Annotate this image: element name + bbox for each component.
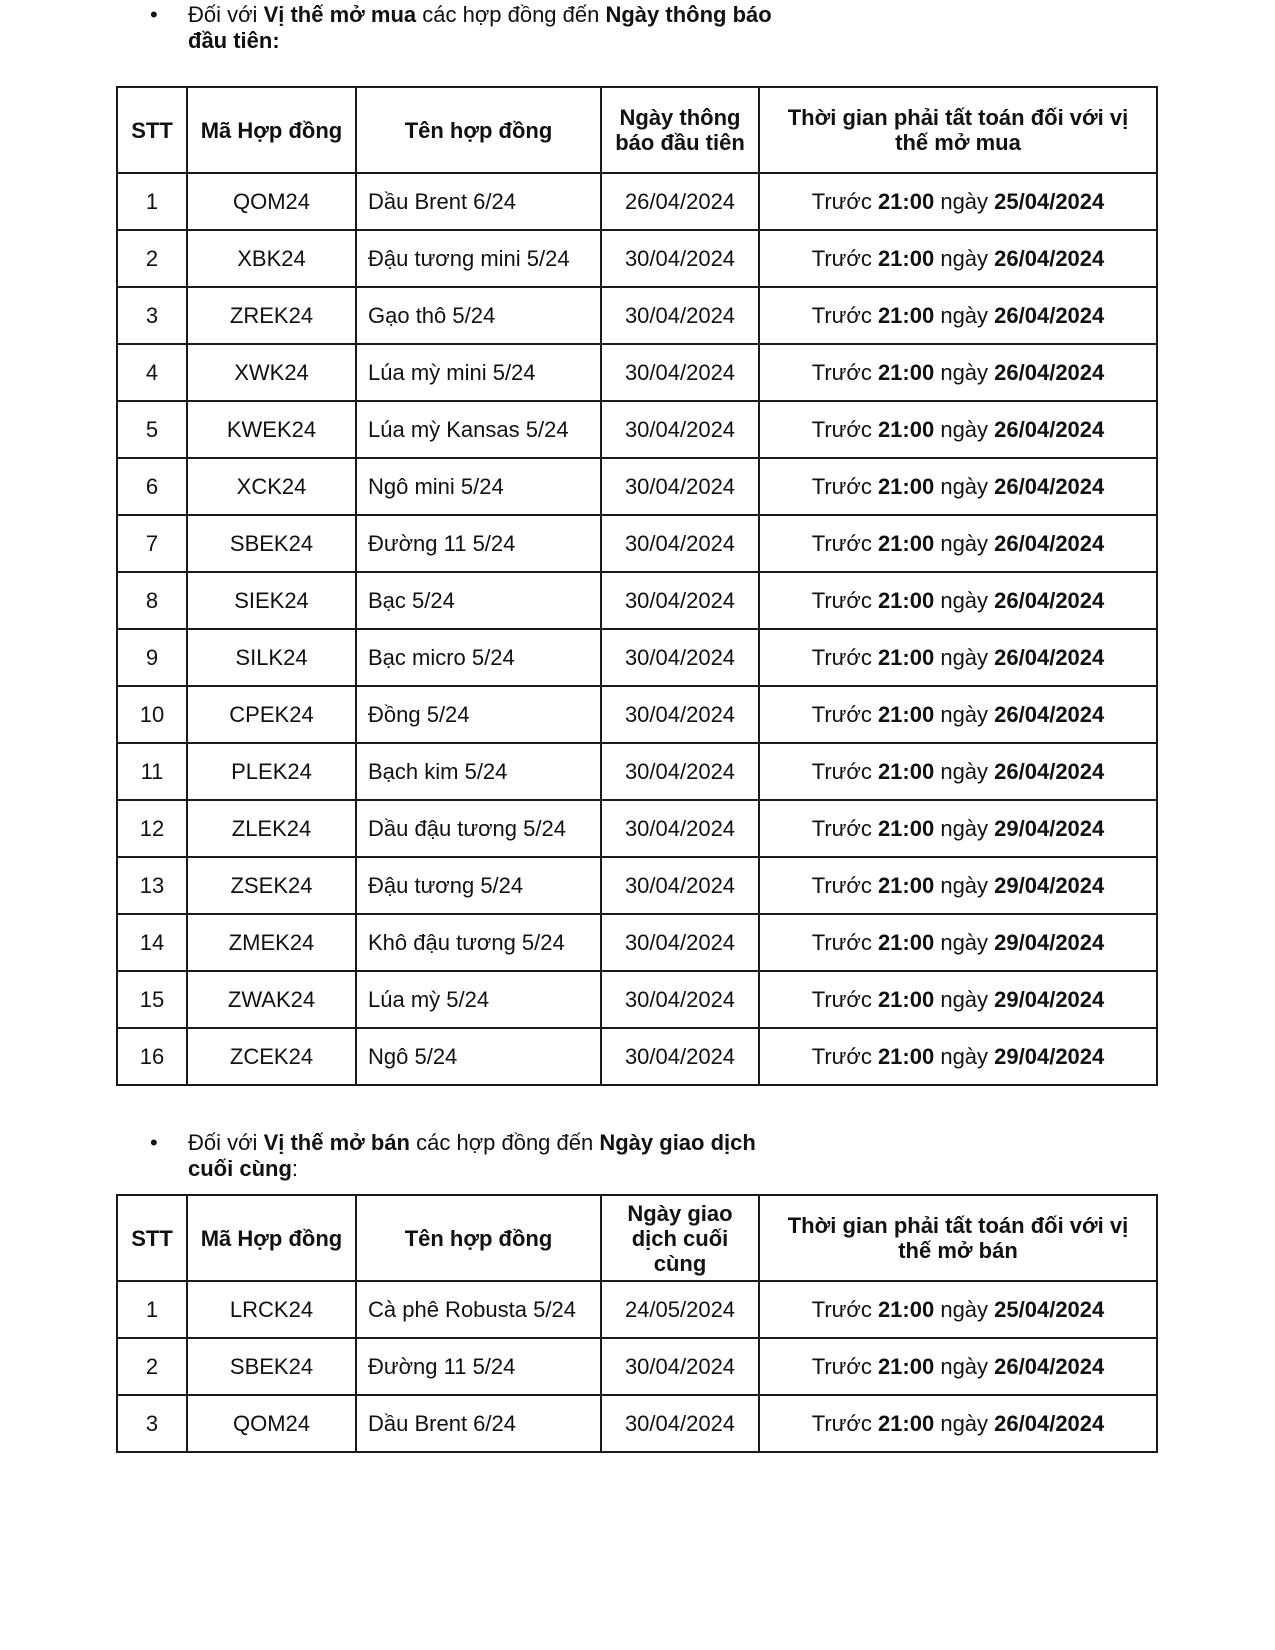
header-contract-name: Tên hợp đồng	[356, 87, 601, 173]
bullet-bold-text: Vị thế mở mua	[263, 2, 417, 27]
cell-date: 30/04/2024	[601, 857, 759, 914]
cell-settlement-time	[759, 1395, 1157, 1452]
cell-settlement-time	[759, 971, 1157, 1028]
settlement-time: 21:00	[877, 473, 935, 499]
cell-contract-name: Đồng 5/24	[356, 686, 601, 743]
cell-contract-code: ZWAK24	[187, 971, 356, 1028]
cell-date: 30/04/2024	[601, 230, 759, 287]
table-row	[117, 914, 1157, 971]
table-row	[117, 1281, 1157, 1338]
settlement-date: 26/04/2024	[994, 758, 1105, 784]
cell-contract-code: SBEK24	[187, 1338, 356, 1395]
bullet-text: :	[291, 1156, 299, 1181]
settlement-time: 21:00	[877, 644, 935, 670]
table-header-row	[117, 87, 1157, 173]
settlement-mid: ngày	[934, 1410, 995, 1436]
cell-stt: 1	[117, 173, 187, 230]
cell-contract-code: KWEK24	[187, 401, 356, 458]
table-row	[117, 401, 1157, 458]
cell-contract-code: LRCK24	[187, 1281, 356, 1338]
settlement-time: 21:00	[877, 929, 935, 955]
cell-contract-code: XCK24	[187, 458, 356, 515]
settlement-prefix: Trước	[811, 359, 878, 385]
cell-stt: 3	[117, 1395, 187, 1452]
settlement-date: 26/04/2024	[994, 1410, 1105, 1436]
cell-stt: 6	[117, 458, 187, 515]
cell-stt: 8	[117, 572, 187, 629]
cell-date: 30/04/2024	[601, 971, 759, 1028]
cell-settlement-time	[759, 344, 1157, 401]
cell-contract-code: SBEK24	[187, 515, 356, 572]
settlement-time: 21:00	[877, 245, 935, 271]
cell-contract-name: Dầu đậu tương 5/24	[356, 800, 601, 857]
settlement-time: 21:00	[877, 701, 935, 727]
settlement-date: 29/04/2024	[994, 986, 1105, 1012]
bullet-text: Đối với	[188, 1130, 264, 1155]
cell-date: 30/04/2024	[601, 287, 759, 344]
cell-contract-code: PLEK24	[187, 743, 356, 800]
settlement-mid: ngày	[934, 758, 995, 784]
cell-date: 30/04/2024	[601, 800, 759, 857]
header-contract-name: Tên hợp đồng	[356, 1195, 601, 1281]
settlement-mid: ngày	[934, 188, 995, 214]
table-row	[117, 515, 1157, 572]
cell-date: 30/04/2024	[601, 914, 759, 971]
cell-settlement-time	[759, 1281, 1157, 1338]
bullet-bold-text: Ngày giao dịch cuối cùng	[188, 1130, 756, 1181]
bullet-dot: •	[150, 2, 158, 27]
short-positions-body	[117, 1281, 1157, 1452]
cell-contract-name: Đậu tương mini 5/24	[356, 230, 601, 287]
settlement-time: 21:00	[877, 302, 935, 328]
bullet-bold-text: Vị thế mở bán	[263, 1130, 410, 1155]
settlement-time: 21:00	[877, 359, 935, 385]
settlement-prefix: Trước	[811, 1043, 878, 1069]
cell-date: 30/04/2024	[601, 344, 759, 401]
settlement-prefix: Trước	[811, 701, 878, 727]
cell-settlement-time	[759, 1338, 1157, 1395]
settlement-mid: ngày	[934, 872, 995, 898]
cell-stt: 11	[117, 743, 187, 800]
bullet-long-positions	[150, 2, 788, 54]
settlement-mid: ngày	[934, 587, 995, 613]
settlement-prefix: Trước	[811, 758, 878, 784]
header-settlement-time: Thời gian phải tất toán đối với vị thế mở mua	[759, 87, 1157, 173]
settlement-prefix: Trước	[811, 587, 878, 613]
settlement-prefix: Trước	[811, 188, 878, 214]
settlement-prefix: Trước	[811, 872, 878, 898]
settlement-date: 29/04/2024	[994, 815, 1105, 841]
settlement-date: 29/04/2024	[994, 872, 1105, 898]
settlement-mid: ngày	[934, 302, 995, 328]
cell-stt: 14	[117, 914, 187, 971]
cell-settlement-time	[759, 287, 1157, 344]
cell-stt: 13	[117, 857, 187, 914]
cell-settlement-time	[759, 401, 1157, 458]
table-row	[117, 1338, 1157, 1395]
settlement-prefix: Trước	[811, 416, 878, 442]
cell-date: 30/04/2024	[601, 1028, 759, 1085]
settlement-time: 21:00	[877, 1410, 935, 1436]
cell-contract-name: Đường 11 5/24	[356, 515, 601, 572]
table-row	[117, 1028, 1157, 1085]
cell-contract-code: ZCEK24	[187, 1028, 356, 1085]
settlement-date: 26/04/2024	[994, 530, 1105, 556]
header-stt: STT	[117, 87, 187, 173]
settlement-date: 26/04/2024	[994, 302, 1105, 328]
settlement-time: 21:00	[877, 587, 935, 613]
table-row	[117, 173, 1157, 230]
cell-contract-name: Dầu Brent 6/24	[356, 173, 601, 230]
cell-contract-name: Ngô 5/24	[356, 1028, 601, 1085]
settlement-time: 21:00	[877, 815, 935, 841]
table-row	[117, 287, 1157, 344]
cell-date: 30/04/2024	[601, 686, 759, 743]
cell-date: 30/04/2024	[601, 458, 759, 515]
cell-date: 30/04/2024	[601, 743, 759, 800]
settlement-date: 25/04/2024	[994, 188, 1105, 214]
table-row	[117, 458, 1157, 515]
cell-contract-name: Lúa mỳ Kansas 5/24	[356, 401, 601, 458]
bullet-text: các hợp đồng đến	[416, 2, 606, 27]
table-row	[117, 857, 1157, 914]
cell-contract-code: ZSEK24	[187, 857, 356, 914]
settlement-date: 26/04/2024	[994, 359, 1105, 385]
cell-contract-code: ZMEK24	[187, 914, 356, 971]
cell-contract-name: Dầu Brent 6/24	[356, 1395, 601, 1452]
short-positions-table	[116, 1194, 1158, 1453]
cell-settlement-time	[759, 572, 1157, 629]
cell-settlement-time	[759, 743, 1157, 800]
cell-stt: 12	[117, 800, 187, 857]
cell-settlement-time	[759, 914, 1157, 971]
cell-date: 24/05/2024	[601, 1281, 759, 1338]
cell-contract-name: Khô đậu tương 5/24	[356, 914, 601, 971]
header-stt: STT	[117, 1195, 187, 1281]
settlement-mid: ngày	[934, 1296, 995, 1322]
settlement-date: 26/04/2024	[994, 416, 1105, 442]
settlement-date: 25/04/2024	[994, 1296, 1105, 1322]
cell-settlement-time	[759, 458, 1157, 515]
settlement-time: 21:00	[877, 986, 935, 1012]
cell-contract-code: SILK24	[187, 629, 356, 686]
table-row	[117, 1395, 1157, 1452]
cell-contract-name: Bạc micro 5/24	[356, 629, 601, 686]
cell-date: 30/04/2024	[601, 1395, 759, 1452]
settlement-mid: ngày	[934, 815, 995, 841]
bullet-bold-text: Ngày thông báo đầu tiên:	[188, 2, 772, 53]
cell-settlement-time	[759, 230, 1157, 287]
settlement-mid: ngày	[934, 644, 995, 670]
cell-settlement-time	[759, 857, 1157, 914]
settlement-time: 21:00	[877, 188, 935, 214]
cell-stt: 2	[117, 1338, 187, 1395]
settlement-time: 21:00	[877, 1353, 935, 1379]
header-first-notice-day: Ngày thông báo đầu tiên	[601, 87, 759, 173]
cell-stt: 10	[117, 686, 187, 743]
cell-contract-name: Gạo thô 5/24	[356, 287, 601, 344]
settlement-date: 26/04/2024	[994, 473, 1105, 499]
settlement-prefix: Trước	[811, 1410, 878, 1436]
settlement-mid: ngày	[934, 473, 995, 499]
table-row	[117, 230, 1157, 287]
settlement-mid: ngày	[934, 359, 995, 385]
cell-date: 30/04/2024	[601, 515, 759, 572]
settlement-time: 21:00	[877, 1296, 935, 1322]
cell-settlement-time	[759, 629, 1157, 686]
cell-settlement-time	[759, 1028, 1157, 1085]
cell-stt: 7	[117, 515, 187, 572]
cell-contract-name: Bạch kim 5/24	[356, 743, 601, 800]
cell-stt: 2	[117, 230, 187, 287]
settlement-prefix: Trước	[811, 1353, 878, 1379]
settlement-prefix: Trước	[811, 1296, 878, 1322]
header-contract-code: Mã Hợp đồng	[187, 87, 356, 173]
settlement-time: 21:00	[877, 416, 935, 442]
table-row	[117, 572, 1157, 629]
cell-date: 30/04/2024	[601, 572, 759, 629]
table-row	[117, 971, 1157, 1028]
settlement-date: 26/04/2024	[994, 644, 1105, 670]
cell-contract-name: Lúa mỳ 5/24	[356, 971, 601, 1028]
settlement-time: 21:00	[877, 530, 935, 556]
settlement-prefix: Trước	[811, 473, 878, 499]
cell-contract-code: XWK24	[187, 344, 356, 401]
cell-settlement-time	[759, 515, 1157, 572]
header-contract-code: Mã Hợp đồng	[187, 1195, 356, 1281]
cell-contract-name: Bạc 5/24	[356, 572, 601, 629]
bullet-text: các hợp đồng đến	[410, 1130, 600, 1155]
settlement-mid: ngày	[934, 701, 995, 727]
header-last-trading-day: Ngày giao dịch cuối cùng	[601, 1195, 759, 1281]
settlement-mid: ngày	[934, 530, 995, 556]
settlement-time: 21:00	[877, 1043, 935, 1069]
long-positions-table	[116, 86, 1158, 1086]
long-positions-body	[117, 173, 1157, 1085]
header-settlement-time: Thời gian phải tất toán đối với vị thế mở bán	[759, 1195, 1157, 1281]
cell-settlement-time	[759, 686, 1157, 743]
cell-stt: 1	[117, 1281, 187, 1338]
cell-stt: 3	[117, 287, 187, 344]
cell-stt: 4	[117, 344, 187, 401]
cell-contract-code: ZLEK24	[187, 800, 356, 857]
cell-contract-name: Cà phê Robusta 5/24	[356, 1281, 601, 1338]
settlement-date: 26/04/2024	[994, 701, 1105, 727]
cell-contract-name: Đường 11 5/24	[356, 1338, 601, 1395]
settlement-date: 29/04/2024	[994, 1043, 1105, 1069]
settlement-mid: ngày	[934, 1043, 995, 1069]
cell-date: 30/04/2024	[601, 401, 759, 458]
settlement-mid: ngày	[934, 416, 995, 442]
settlement-date: 26/04/2024	[994, 1353, 1105, 1379]
settlement-prefix: Trước	[811, 815, 878, 841]
settlement-prefix: Trước	[811, 302, 878, 328]
settlement-prefix: Trước	[811, 929, 878, 955]
cell-stt: 9	[117, 629, 187, 686]
table-row	[117, 686, 1157, 743]
cell-contract-name: Ngô mini 5/24	[356, 458, 601, 515]
table-header-row	[117, 1195, 1157, 1281]
settlement-prefix: Trước	[811, 530, 878, 556]
table-row	[117, 344, 1157, 401]
settlement-date: 26/04/2024	[994, 587, 1105, 613]
settlement-time: 21:00	[877, 758, 935, 784]
bullet-dot: •	[150, 1130, 158, 1155]
cell-contract-code: QOM24	[187, 173, 356, 230]
table-row	[117, 800, 1157, 857]
cell-settlement-time	[759, 800, 1157, 857]
cell-contract-code: ZREK24	[187, 287, 356, 344]
cell-contract-code: XBK24	[187, 230, 356, 287]
cell-date: 30/04/2024	[601, 629, 759, 686]
cell-contract-name: Lúa mỳ mini 5/24	[356, 344, 601, 401]
cell-date: 26/04/2024	[601, 173, 759, 230]
cell-contract-code: CPEK24	[187, 686, 356, 743]
settlement-time: 21:00	[877, 872, 935, 898]
cell-stt: 15	[117, 971, 187, 1028]
table-row	[117, 629, 1157, 686]
settlement-mid: ngày	[934, 986, 995, 1012]
settlement-mid: ngày	[934, 1353, 995, 1379]
cell-settlement-time	[759, 173, 1157, 230]
settlement-date: 29/04/2024	[994, 929, 1105, 955]
settlement-prefix: Trước	[811, 644, 878, 670]
settlement-date: 26/04/2024	[994, 245, 1105, 271]
settlement-mid: ngày	[934, 929, 995, 955]
settlement-prefix: Trước	[811, 245, 878, 271]
bullet-text: Đối với	[188, 2, 264, 27]
cell-contract-code: SIEK24	[187, 572, 356, 629]
settlement-prefix: Trước	[811, 986, 878, 1012]
settlement-mid: ngày	[934, 245, 995, 271]
bullet-short-positions	[150, 1130, 788, 1182]
cell-date: 30/04/2024	[601, 1338, 759, 1395]
cell-contract-name: Đậu tương 5/24	[356, 857, 601, 914]
cell-stt: 16	[117, 1028, 187, 1085]
cell-contract-code: QOM24	[187, 1395, 356, 1452]
cell-stt: 5	[117, 401, 187, 458]
table-row	[117, 743, 1157, 800]
